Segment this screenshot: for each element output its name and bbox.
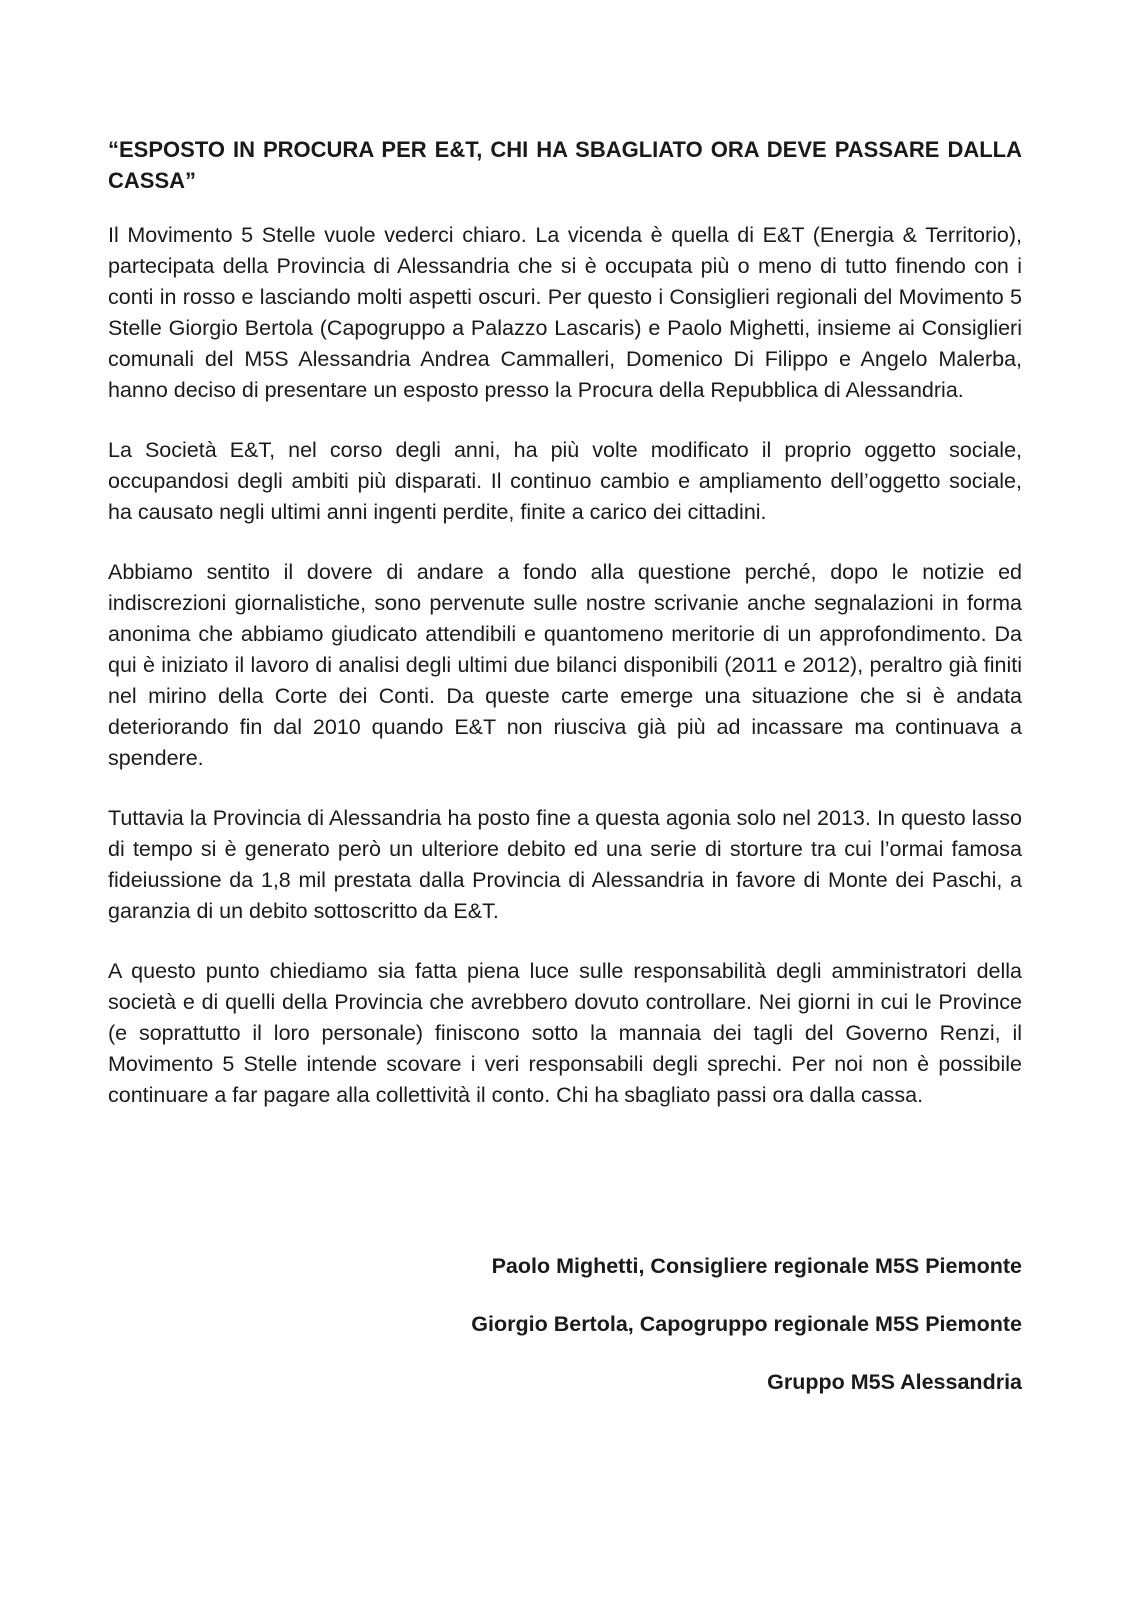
paragraph-1: Il Movimento 5 Stelle vuole vederci chiaro. La vicenda è quella di E&T (Energia & Territorio), partecipata della Provincia di Alessandria che si è occupata più o meno di tutto finendo con i conti in rosso e lasciando molti aspetti oscuri. Per questo i Consiglieri regionali del Movimento 5 Stelle Giorgio Bertola (Capogruppo a Palazzo Lascaris) e Paolo Mighetti, insieme ai Consiglieri comunali del M5S Alessandria Andrea Cammalleri, Domenico Di Filippo e Angelo Malerba, hanno deciso di presentare un esposto presso la Procura della Repubblica di Alessandria.	[108, 223, 1022, 402]
signature-block	[471, 1253, 1022, 1427]
paragraph-2: La Società E&T, nel corso degli anni, ha più volte modificato il proprio oggetto sociale, occupandosi degli ambiti più disparati. Il continuo cambio e ampliamento dell’oggetto sociale, ha causato negli ultimi anni ingenti perdite, finite a carico dei cittadini.	[108, 438, 1022, 524]
signature-gruppo: Gruppo M5S Alessandria	[767, 1370, 1022, 1394]
signature-mighetti: Paolo Mighetti, Consigliere regionale M5S Piemonte	[491, 1254, 1022, 1278]
paragraph-5: A questo punto chiediamo sia fatta piena luce sulle responsabilità degli amministratori della società e di quelli della Provincia che avrebbero dovuto controllare. Nei giorni in cui le Province (e soprattutto il loro personale) finiscono sotto la mannaia dei tagli del Governo Renzi, il Movimento 5 Stelle intende scovare i veri responsabili degli sprechi. Per noi non è possibile continuare a far pagare alla collettività il conto. Chi ha sbagliato passi ora dalla cassa.	[108, 959, 1022, 1107]
press-release-title: “ESPOSTO IN PROCURA PER E&T, CHI HA SBAGLIATO ORA DEVE PASSARE DALLA CASSA”	[108, 137, 1022, 193]
paragraph-3: Abbiamo sentito il dovere di andare a fondo alla questione perché, dopo le notizie ed indiscrezioni giornalistiche, sono pervenute sulle nostre scrivanie anche segnalazioni in forma anonima che abbiamo giudicato attendibili e quantomeno meritorie di un approfondimento. Da qui è iniziato il lavoro di analisi degli ultimi due bilanci disponibili (2011 e 2012), peraltro già finiti nel mirino della Corte dei Conti. Da queste carte emerge una situazione che si è andata deteriorando fin dal 2010 quando E&T non riusciva già più ad incassare ma continuava a spendere.	[108, 560, 1022, 770]
signature-bertola: Giorgio Bertola, Capogruppo regionale M5S Piemonte	[471, 1312, 1022, 1336]
paragraph-4: Tuttavia la Provincia di Alessandria ha posto fine a questa agonia solo nel 2013. In questo lasso di tempo si è generato però un ulteriore debito ed una serie di storture tra cui l’ormai famosa fideiussione da 1,8 mil prestata dalla Provincia di Alessandria in favore di Monte dei Paschi, a garanzia di un debito sottoscritto da E&T.	[108, 806, 1022, 923]
press-release	[108, 134, 1022, 1140]
